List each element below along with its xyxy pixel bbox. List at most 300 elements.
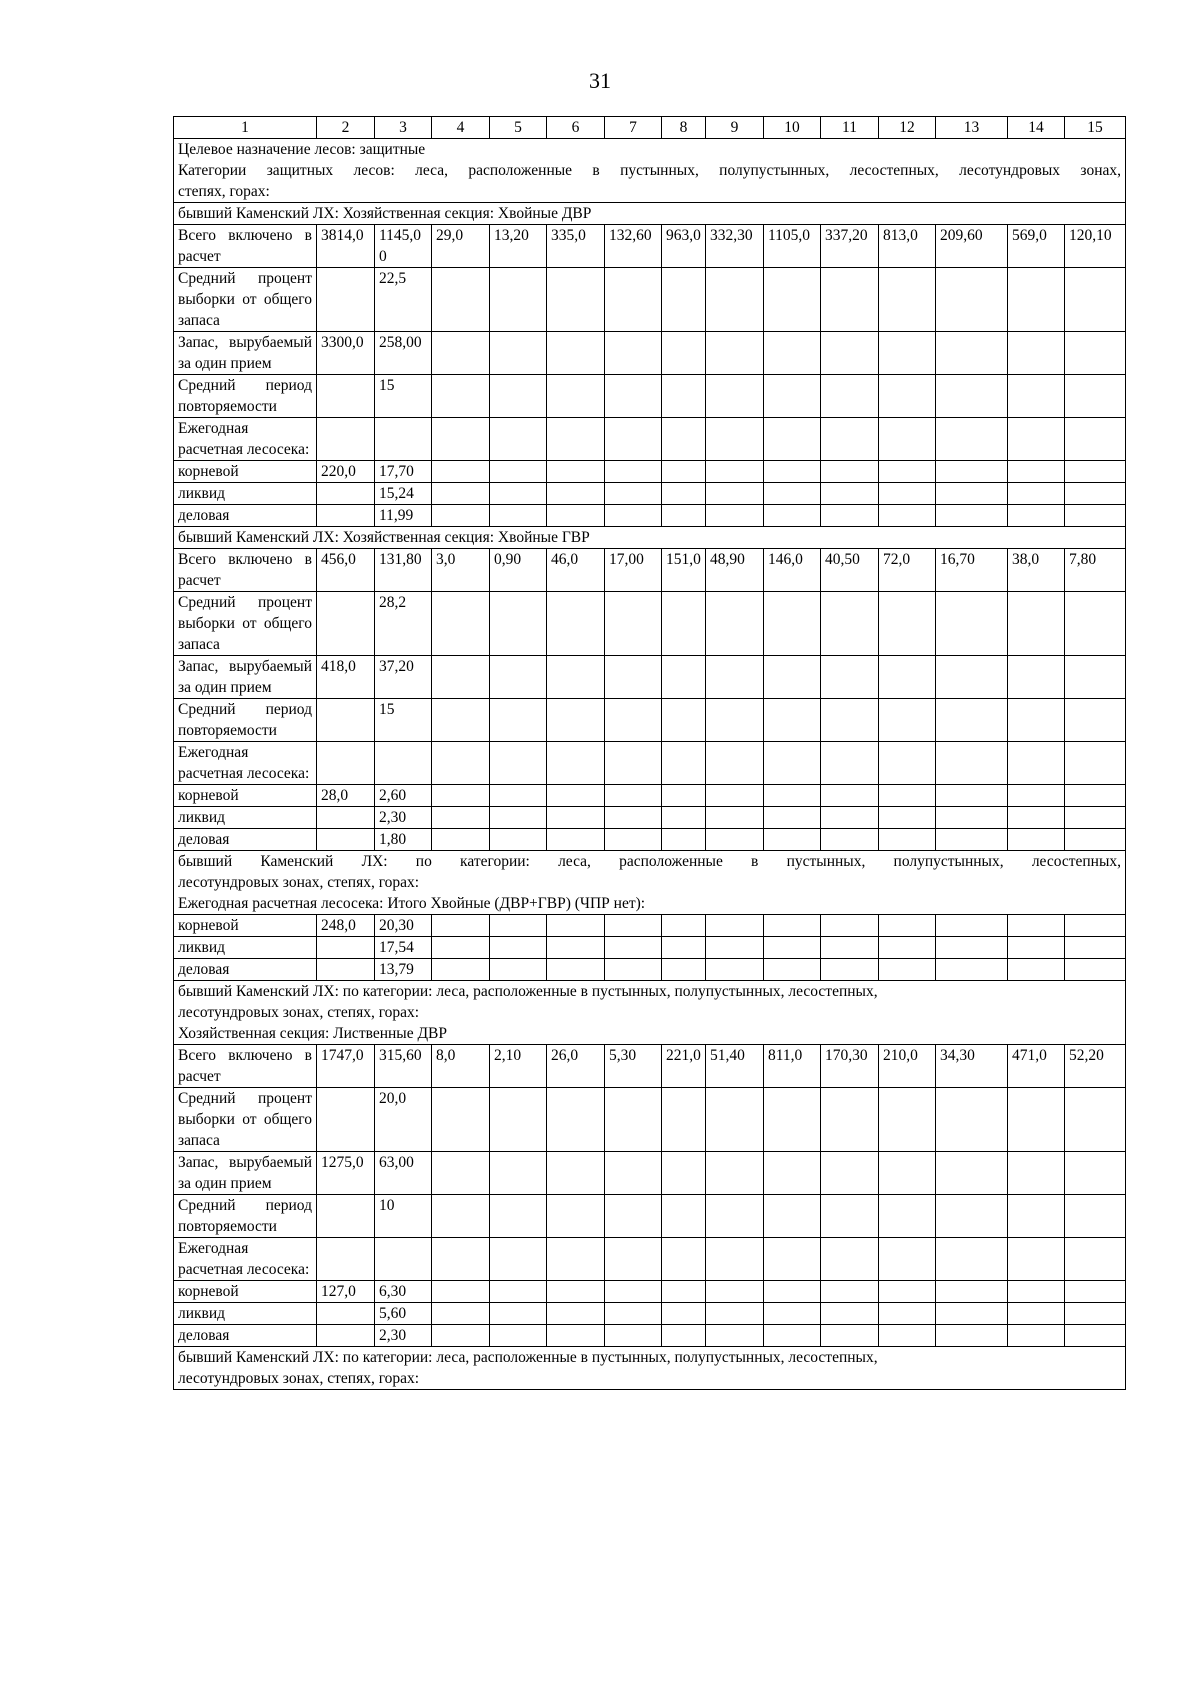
table-cell [936,1281,1008,1303]
table-cell [821,375,879,418]
table-cell: 210,0 [879,1045,936,1088]
table-cell [432,1088,490,1152]
row-label: корневой [174,1281,317,1303]
table-cell [936,1325,1008,1347]
section-heading [174,981,1126,1045]
section-heading-line: бывший Каменский ЛХ: Хозяйственная секция: Хвойные ГВР [178,529,590,546]
table-cell [1008,959,1065,981]
table-cell [547,937,605,959]
table-cell [706,1088,764,1152]
table-row [174,699,1126,742]
table-cell [821,332,879,375]
table-cell: 22,5 [375,268,432,332]
table-cell [490,1303,547,1325]
table-cell: 220,0 [317,461,375,483]
table-cell [936,785,1008,807]
table-cell [936,699,1008,742]
row-label: Всего включено в расчет [174,225,317,268]
table-cell [764,656,821,699]
table-cell [490,592,547,656]
table-cell: 811,0 [764,1045,821,1088]
table-cell [662,332,706,375]
table-cell [432,829,490,851]
table-row [174,1238,1126,1281]
table-cell [1008,332,1065,375]
table-cell [375,742,432,785]
column-number-cell: 11 [821,117,879,139]
table-cell [764,1088,821,1152]
table-cell [1008,1325,1065,1347]
table-cell [821,483,879,505]
table-cell: 20,0 [375,1088,432,1152]
column-number-cell: 4 [432,117,490,139]
table-cell: 1105,0 [764,225,821,268]
section-heading-row [174,527,1126,549]
table-cell [936,1152,1008,1195]
row-label: ликвид [174,483,317,505]
table-cell [490,268,547,332]
row-label: ликвид [174,1303,317,1325]
table-cell [706,807,764,829]
table-cell: 1747,0 [317,1045,375,1088]
table-cell [706,829,764,851]
table-cell [936,375,1008,418]
table-cell [764,699,821,742]
table-cell [936,1303,1008,1325]
table-cell [490,505,547,527]
table-cell [605,375,662,418]
table-cell [317,1238,375,1281]
section-heading-line: Ежегодная расчетная лесосека: Итого Хвойные (ДВР+ГВР) (ЧПР нет): [178,895,646,912]
table-cell: 131,80 [375,549,432,592]
column-number-cell: 13 [936,117,1008,139]
table-cell: 34,30 [936,1045,1008,1088]
table-cell [706,1281,764,1303]
table-cell [605,1152,662,1195]
table-cell: 569,0 [1008,225,1065,268]
table-cell [547,461,605,483]
row-label: Средний процент выборки от общего запаса [174,1088,317,1152]
table-row [174,549,1126,592]
table-cell [605,915,662,937]
table-cell [490,375,547,418]
table-cell [662,1152,706,1195]
table-cell [432,483,490,505]
table-cell: 332,30 [706,225,764,268]
table-cell [490,1325,547,1347]
table-cell [821,807,879,829]
table-cell [879,461,936,483]
table-cell [432,505,490,527]
table-cell [1065,483,1126,505]
table-cell: 221,0 [662,1045,706,1088]
table-cell [1008,268,1065,332]
table-cell [662,418,706,461]
table-cell [605,1325,662,1347]
table-cell [1065,505,1126,527]
table-cell [1008,375,1065,418]
table-cell [490,1088,547,1152]
table-cell [547,418,605,461]
table-cell [490,483,547,505]
table-cell [605,592,662,656]
table-cell [432,656,490,699]
table-cell: 3300,0 [317,332,375,375]
column-number-cell: 10 [764,117,821,139]
table-cell [547,1303,605,1325]
row-label: Средний процент выборки от общего запаса [174,592,317,656]
table-cell [1008,829,1065,851]
row-label: Всего включено в расчет [174,1045,317,1088]
table-cell [764,268,821,332]
section-heading-line: степях, горах: [178,183,270,200]
table-cell [936,592,1008,656]
section-heading-line: лесотундровых зонах, степях, горах: [178,1370,420,1387]
table-cell [1008,592,1065,656]
table-cell: 120,10 [1065,225,1126,268]
table-row [174,785,1126,807]
table-cell: 315,60 [375,1045,432,1088]
table-cell [879,505,936,527]
table-cell: 0,90 [490,549,547,592]
table-cell [936,937,1008,959]
table-row [174,915,1126,937]
table-cell [490,418,547,461]
table-cell [490,1195,547,1238]
table-cell [764,742,821,785]
table-row [174,807,1126,829]
table-cell [547,1281,605,1303]
table-cell [764,937,821,959]
table-cell [317,699,375,742]
table-cell [936,1195,1008,1238]
table-cell [706,592,764,656]
table-cell [1065,1195,1126,1238]
table-cell: 151,0 [662,549,706,592]
table-cell [605,959,662,981]
column-number-cell: 7 [605,117,662,139]
column-number-row [174,117,1126,139]
table-cell [605,656,662,699]
table-cell [706,375,764,418]
table-row [174,592,1126,656]
table-cell [821,418,879,461]
table-cell [317,375,375,418]
table-row [174,1325,1126,1347]
table-cell [490,656,547,699]
table-cell: 48,90 [706,549,764,592]
table-cell [547,1088,605,1152]
table-cell [764,1281,821,1303]
table-cell [706,483,764,505]
row-label: Запас, вырубаемый за один прием [174,1152,317,1195]
table-cell [1008,461,1065,483]
table-cell: 8,0 [432,1045,490,1088]
table-cell [821,785,879,807]
table-cell: 3,0 [432,549,490,592]
table-cell: 16,70 [936,549,1008,592]
table-cell [605,1238,662,1281]
table-cell [764,785,821,807]
table-cell [764,959,821,981]
table-cell [317,807,375,829]
section-heading [174,203,1126,225]
table-cell [821,959,879,981]
column-number-cell: 9 [706,117,764,139]
table-cell [662,1238,706,1281]
table-cell [662,505,706,527]
column-number-cell: 8 [662,117,706,139]
row-label: деловая [174,1325,317,1347]
table-cell [662,592,706,656]
table-cell: 63,00 [375,1152,432,1195]
table-cell [375,1238,432,1281]
row-label: Ежегодная расчетная лесосека: [174,418,317,461]
table-cell [821,1325,879,1347]
table-cell [1065,418,1126,461]
table-cell [490,332,547,375]
table-cell: 17,00 [605,549,662,592]
table-cell: 17,70 [375,461,432,483]
table-cell: 1275,0 [317,1152,375,1195]
table-cell: 456,0 [317,549,375,592]
column-number-cell: 12 [879,117,936,139]
table-cell [432,268,490,332]
table-cell [490,699,547,742]
table-cell [706,332,764,375]
table-cell [764,332,821,375]
section-heading-row [174,1347,1126,1390]
table-cell [432,1152,490,1195]
table-cell [317,742,375,785]
column-number-cell: 5 [490,117,547,139]
table-cell [706,656,764,699]
table-cell [879,1325,936,1347]
row-label: Средний период повторяемости [174,1195,317,1238]
table-cell [662,785,706,807]
section-heading-row [174,139,1126,203]
table-cell [547,483,605,505]
table-cell [879,1281,936,1303]
table-cell [821,742,879,785]
table-cell [547,915,605,937]
column-number-cell: 6 [547,117,605,139]
table-cell: 2,30 [375,1325,432,1347]
table-cell [706,1238,764,1281]
table-cell [1065,742,1126,785]
section-heading-line: Целевое назначение лесов: защитные [178,141,426,158]
table-cell [706,915,764,937]
row-label: ликвид [174,937,317,959]
table-cell: 2,60 [375,785,432,807]
table-cell [1008,505,1065,527]
table-cell: 15,24 [375,483,432,505]
table-cell [317,418,375,461]
table-cell [547,592,605,656]
row-label: деловая [174,505,317,527]
table-cell: 7,80 [1065,549,1126,592]
table-cell [879,483,936,505]
table-cell [605,807,662,829]
table-cell [432,418,490,461]
table-cell [1008,937,1065,959]
table-cell [605,1088,662,1152]
table-cell [432,915,490,937]
table-cell: 258,00 [375,332,432,375]
table-cell: 40,50 [821,549,879,592]
table-cell: 13,79 [375,959,432,981]
table-cell [432,1195,490,1238]
table-row [174,225,1126,268]
table-cell [821,461,879,483]
table-cell [1065,699,1126,742]
section-heading-line: Категории защитных лесов: леса, расположенные в пустынных, полупустынных, лесостепных, лесотундровых зонах, [178,162,1121,179]
table-cell [879,332,936,375]
table-cell [821,1195,879,1238]
table-cell [605,418,662,461]
table-cell [936,461,1008,483]
table-cell [821,1303,879,1325]
table-cell [706,1152,764,1195]
section-heading-line: бывший Каменский ЛХ: Хозяйственная секция: Хвойные ДВР [178,205,592,222]
table-row [174,1045,1126,1088]
table-cell [317,592,375,656]
table-cell [547,699,605,742]
table-cell [605,829,662,851]
section-heading-row [174,851,1126,915]
table-cell [879,915,936,937]
table-cell [936,505,1008,527]
table-cell [764,1152,821,1195]
section-heading-line: бывший Каменский ЛХ: по категории: леса, расположенные в пустынных, полупустынных, лесостепных, [178,1349,878,1366]
table-cell [821,1238,879,1281]
table-cell [547,1152,605,1195]
table-cell [605,1281,662,1303]
table-row [174,1088,1126,1152]
row-label: корневой [174,915,317,937]
table-cell [547,742,605,785]
table-cell [821,268,879,332]
row-label: Запас, вырубаемый за один прием [174,332,317,375]
table-row [174,656,1126,699]
table-cell [821,592,879,656]
section-heading-line: бывший Каменский ЛХ: по категории: леса, расположенные в пустынных, полупустынных, лесостепных, [178,853,1121,870]
table-cell [662,461,706,483]
table-cell [764,1325,821,1347]
table-cell [662,1281,706,1303]
table-cell [821,829,879,851]
table-cell [432,332,490,375]
row-label: Запас, вырубаемый за один прием [174,656,317,699]
table-row [174,937,1126,959]
table-cell: 335,0 [547,225,605,268]
table-cell [1008,656,1065,699]
table-cell [432,959,490,981]
table-cell: 38,0 [1008,549,1065,592]
table-cell [764,1303,821,1325]
table-cell [1065,1152,1126,1195]
row-label: деловая [174,959,317,981]
table-cell [605,742,662,785]
table-cell: 209,60 [936,225,1008,268]
table-cell [879,656,936,699]
table-cell [1065,332,1126,375]
table-cell [1065,829,1126,851]
table-cell [936,959,1008,981]
table-cell [936,915,1008,937]
table-cell: 29,0 [432,225,490,268]
table-cell [1065,937,1126,959]
row-label: ликвид [174,807,317,829]
table-cell [764,418,821,461]
table-cell [662,1195,706,1238]
table-cell [432,1303,490,1325]
section-heading-line: лесотундровых зонах, степях, горах: [178,874,420,891]
table-cell [936,268,1008,332]
table-cell [490,1281,547,1303]
table-cell [605,785,662,807]
table-row [174,332,1126,375]
table-cell [490,915,547,937]
row-label: Всего включено в расчет [174,549,317,592]
table-cell [1065,461,1126,483]
table-cell: 2,30 [375,807,432,829]
row-label: Средний процент выборки от общего запаса [174,268,317,332]
table-cell: 11,99 [375,505,432,527]
table-cell [879,1195,936,1238]
table-cell [879,699,936,742]
table-cell [764,592,821,656]
table-row [174,268,1126,332]
table-cell [662,699,706,742]
table-cell [936,807,1008,829]
table-cell [1008,1088,1065,1152]
row-label: корневой [174,785,317,807]
table-cell: 15 [375,699,432,742]
column-number-cell: 15 [1065,117,1126,139]
table-cell [490,1152,547,1195]
table-cell: 28,2 [375,592,432,656]
table-cell [706,1195,764,1238]
table-row [174,829,1126,851]
table-row [174,959,1126,981]
table-cell [1065,1281,1126,1303]
section-heading-line: Хозяйственная секция: Лиственные ДВР [178,1025,447,1042]
forest-data-table [173,116,1126,1390]
table-cell: 2,10 [490,1045,547,1088]
table-cell [706,1325,764,1347]
section-heading-row [174,981,1126,1045]
table-cell [1065,268,1126,332]
table-cell [706,505,764,527]
table-cell [662,268,706,332]
table-row [174,1195,1126,1238]
table-cell [432,461,490,483]
table-cell [490,937,547,959]
table-cell: 28,0 [317,785,375,807]
table-cell [706,418,764,461]
table-cell [1065,1238,1126,1281]
table-cell: 337,20 [821,225,879,268]
table-cell [490,461,547,483]
table-cell [1008,1303,1065,1325]
table-cell [662,742,706,785]
table-cell [605,332,662,375]
table-cell [432,742,490,785]
table-cell [490,829,547,851]
table-cell [706,699,764,742]
table-cell [662,915,706,937]
